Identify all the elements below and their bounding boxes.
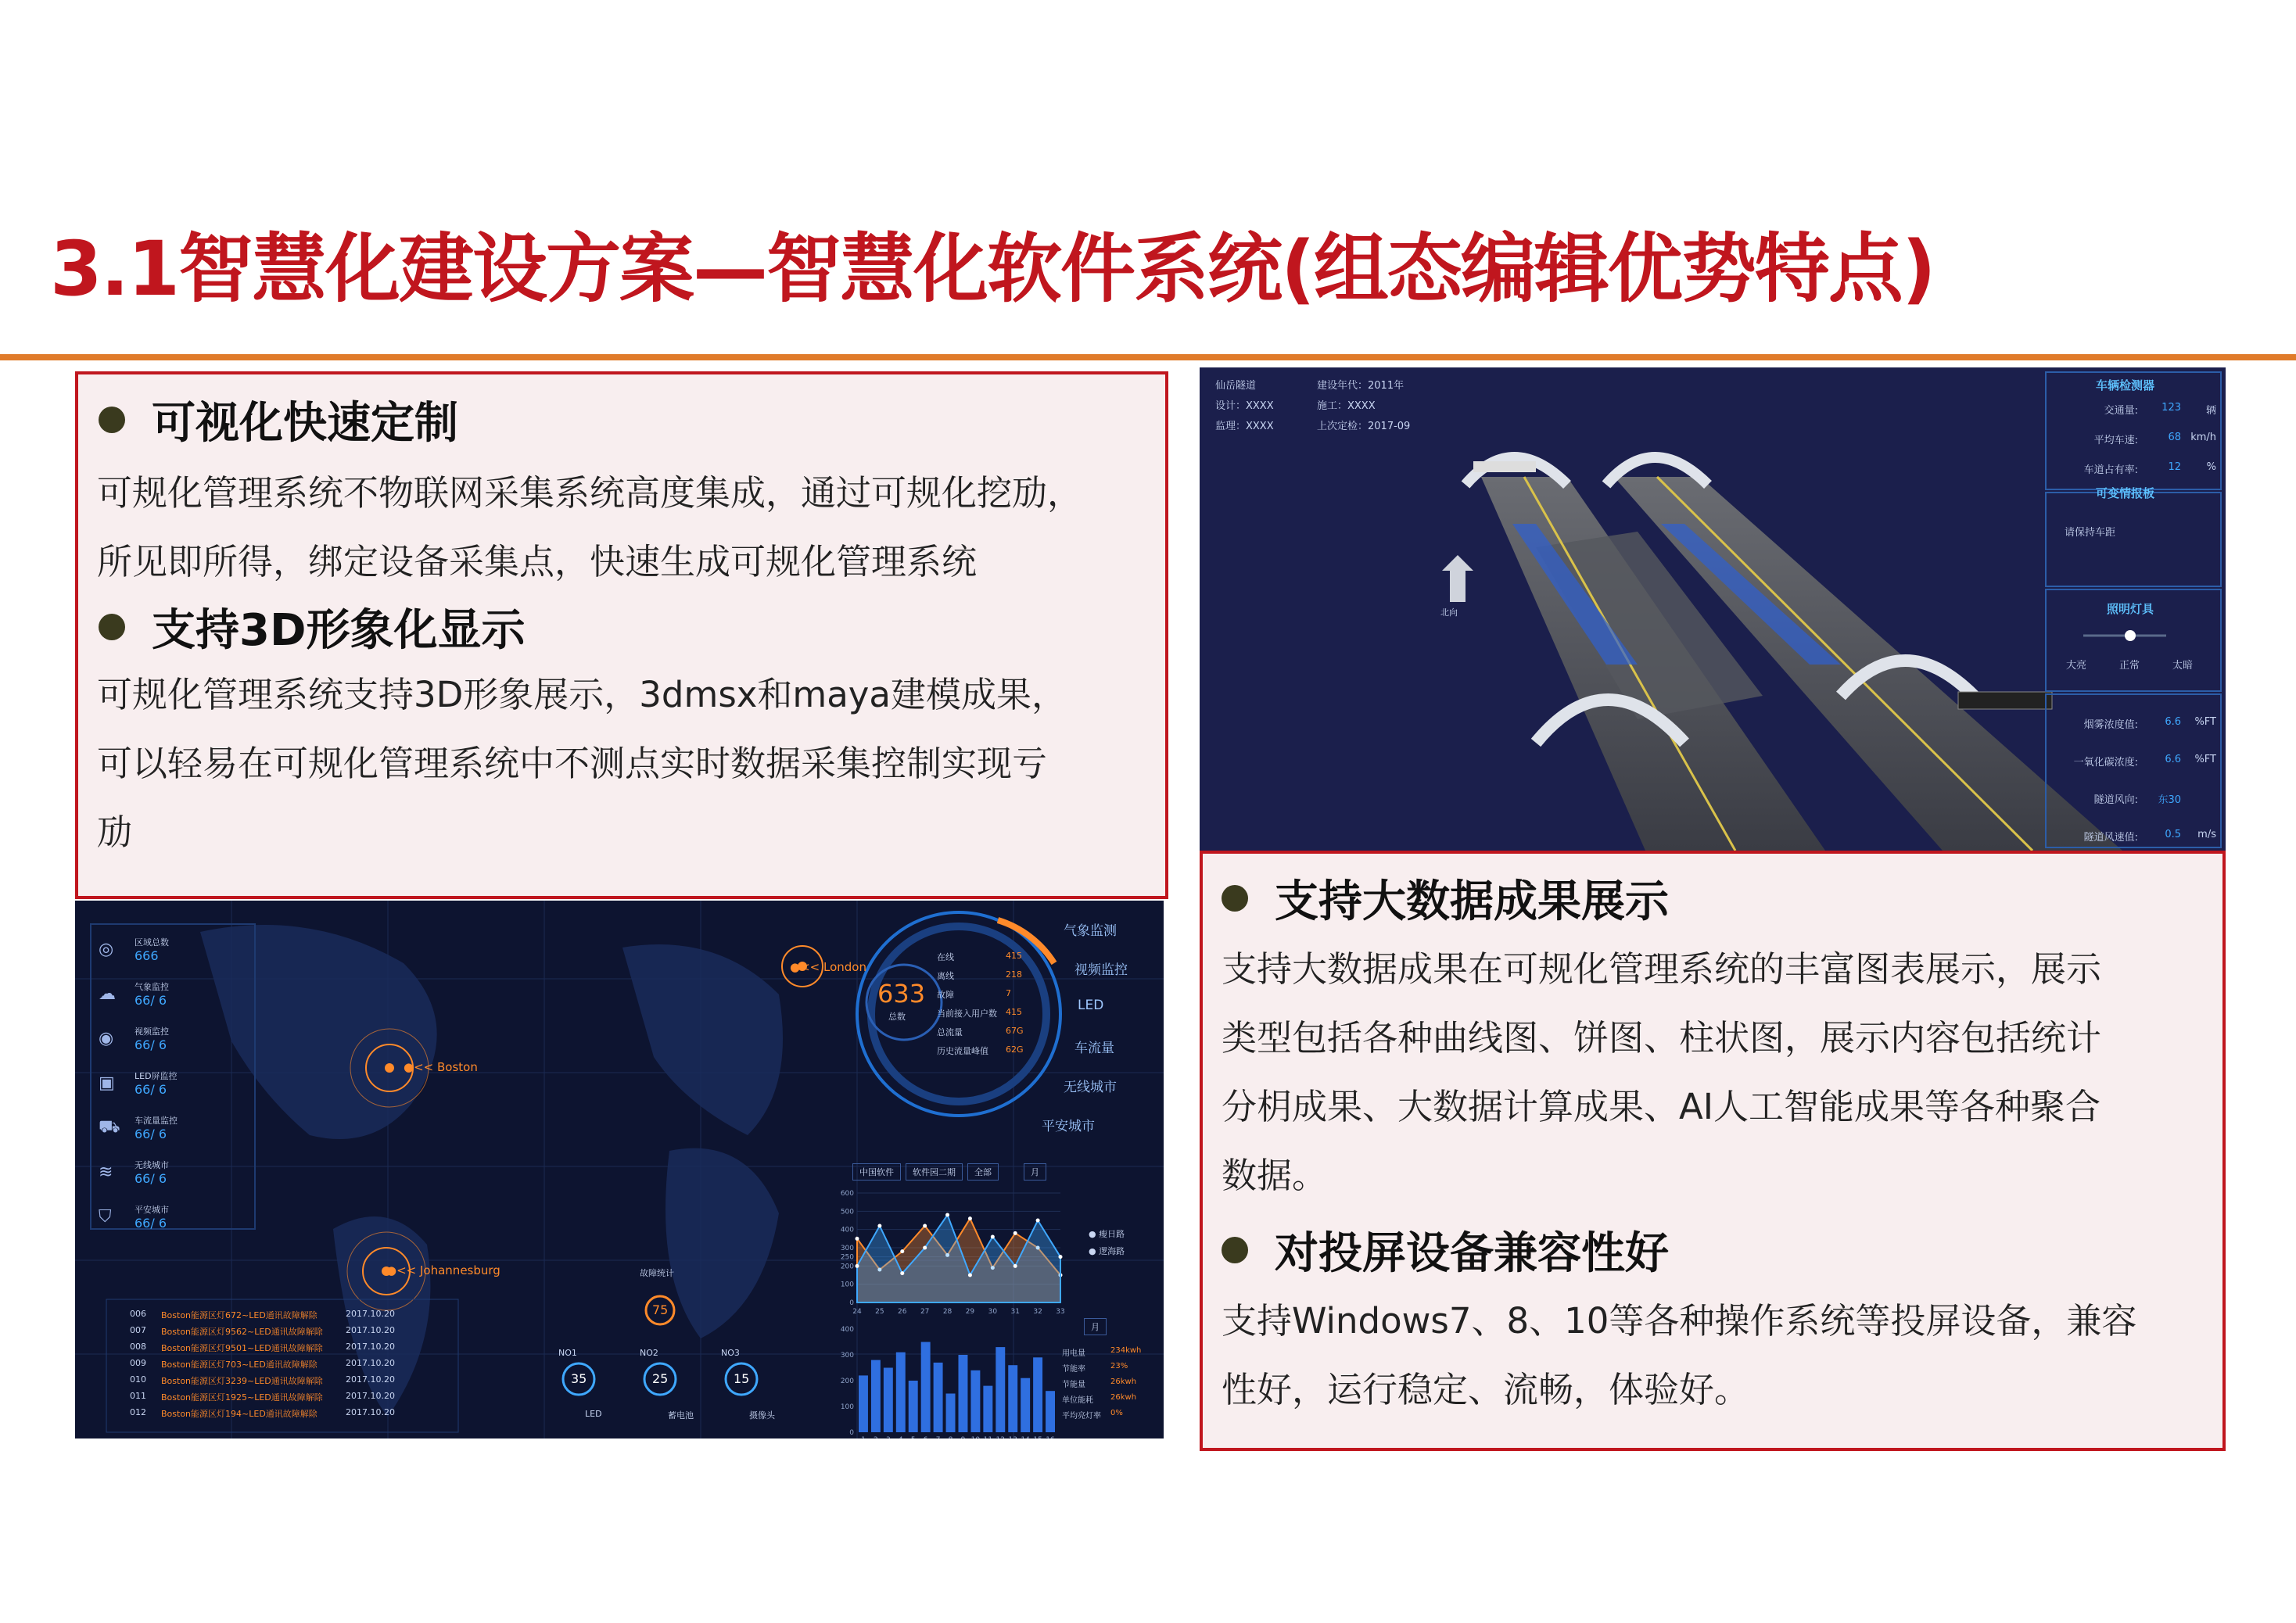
car-icon: ⛟ [99,1116,120,1137]
vms-text: 请保持车距 [2065,527,2116,539]
ring-menu [1042,919,1164,1154]
bar [884,1368,893,1433]
x-tick-label: 29 [965,1308,975,1316]
feature-heading-text: 可视化快速定制 [152,398,458,449]
x-tick-label: 15 [1033,1436,1042,1444]
bar-chart [834,1323,1060,1444]
env-row: 隧道风向: 东30 [2093,794,2181,806]
env-row: 隧道风速值: 0.5 m/s [2083,829,2216,844]
series-area [857,1215,1060,1302]
sidebar-item[interactable]: ◎ 区域总数 666 [99,937,169,963]
series-point [900,1249,904,1253]
x-tick-label: 31 [1010,1308,1020,1316]
gauge-value: 15 [734,1371,750,1386]
month-filter[interactable]: 月 [1084,1318,1107,1335]
x-tick-label: 9 [960,1436,966,1444]
bar [959,1355,968,1432]
globe-icon: ◎ [99,940,114,959]
y-tick-label: 200 [840,1263,854,1271]
series-point [1036,1219,1040,1223]
tunnel-build-year: 建设年代：2011年 [1317,380,1405,392]
chart-legend: ● 瘦日路 ● 逻海路 [1089,1229,1125,1256]
x-tick-label: 10 [970,1436,981,1444]
energy-stats [1062,1346,1161,1424]
area-chart [834,1185,1068,1326]
vehicle-row: 平均车速: 68 km/h [2093,432,2216,446]
map-dashboard-screenshot [75,901,1164,1444]
light-slider-handle[interactable] [2125,630,2136,641]
feature-heading [99,396,1146,449]
bar [946,1394,956,1433]
feature-heading [99,601,1146,656]
light-mode-normal[interactable]: 正常 [2119,660,2140,672]
title-divider [0,354,2296,360]
vehicle-detector-title: 车辆检测器 [2096,378,2155,392]
bar [1046,1391,1055,1432]
environment-rows [2052,716,2216,851]
y-tick-label: 400 [840,1326,854,1334]
filter-select[interactable]: 软件园二期 [906,1163,963,1181]
bar [1008,1365,1017,1432]
feature-desc-line: 性好，运行稳定、流畅，体验好。 [1222,1369,1750,1410]
sidebar-item[interactable]: ⛉ 平安城市 66/ 6 [99,1205,169,1231]
ring-stat-row: 离线 218 [937,969,1022,981]
log-row: 006 Boston能源区灯672~LED通讯故障解除 2017.10.20 [130,1309,395,1320]
ring-menu-item[interactable]: 平安城市 [1042,1119,1095,1134]
sidebar-item[interactable]: ⛟ 车流量监控 66/ 6 [99,1116,178,1141]
y-tick-label: 300 [840,1245,854,1252]
ring-total: 633 [877,979,926,1009]
series-point [991,1235,995,1239]
series-point [1013,1231,1017,1235]
x-tick-label: 3 [885,1436,891,1444]
bar [921,1342,931,1433]
bullet-icon [1222,1237,1248,1263]
feature-desc-line: 劢 [97,812,133,853]
filter-bar [852,1163,1046,1181]
x-tick-label: 24 [852,1308,862,1316]
y-tick-label: 250 [840,1253,854,1262]
bar [934,1363,943,1432]
vms-sign [1958,692,2052,709]
gauge-label: LED [585,1409,602,1419]
bar [859,1375,868,1432]
log-row: 007 Boston能源区灯9562~LED通讯故障解除 2017.10.20 [130,1325,395,1337]
ring-stat-row: 历史流量峰值 62G [937,1044,1024,1056]
y-tick-label: 100 [840,1281,854,1289]
ring-stat-row: 当前接入用户数 415 [937,1007,1022,1019]
lighting-title: 照明灯具 [2107,602,2154,616]
tunnel-3d-screenshot [1200,367,2226,851]
energy-row: 用电量 234kwh [1062,1346,1142,1358]
series-point [923,1224,927,1228]
map-sidebar [99,927,247,1239]
bullet-icon [99,614,125,640]
series-point [856,1264,859,1268]
city-label-london[interactable]: ●<< London [790,960,866,974]
bullet-icon [1222,885,1248,912]
light-mode-dim[interactable]: 太暗 [2172,660,2194,672]
feature-desc-line: 所见即所得，绑定设备采集点，快速生成可规化管理系统 [97,541,978,582]
x-tick-label: 6 [923,1436,928,1444]
vehicle-rows [2052,402,2216,491]
feature-desc-line: 可以轻易在可规化管理系统中不测点实时数据采集控制实现亏 [97,743,1048,784]
x-tick-label: 11 [983,1436,993,1444]
compass-icon [1442,555,1473,602]
x-tick-label: 4 [898,1436,903,1444]
feature-heading-text: 支持大数据成果展示 [1275,876,1669,927]
energy-row: 单位能耗 26kwh [1062,1393,1137,1405]
feature-desc-line: 数据。 [1222,1155,1328,1196]
gauge-value: 25 [652,1371,669,1386]
log-row: 008 Boston能源区灯9501~LED通讯故障解除 2017.10.20 [130,1342,395,1353]
filter-select[interactable]: 全部 [967,1163,999,1181]
y-tick-label: 0 [849,1429,854,1437]
x-tick-label: 28 [942,1308,952,1316]
x-tick-label: 26 [898,1308,907,1316]
feature-heading [1222,874,2204,927]
x-tick-label: 2 [874,1436,878,1444]
series-point [900,1271,904,1275]
event-log [130,1309,458,1424]
series-point [923,1246,927,1250]
series-point [877,1224,881,1228]
feature-heading-text: 支持3D形象化显示 [152,605,526,656]
city-label-boston[interactable]: ●<< Boston [404,1060,478,1074]
gauge-no: NO3 [721,1348,740,1358]
left-feature-panel [75,371,1168,899]
bullet-icon [99,407,125,433]
energy-row: 平均亮灯率 0% [1062,1409,1123,1421]
series-point [968,1274,972,1277]
bar [909,1381,918,1432]
led-icon: ▣ [99,1073,115,1093]
x-tick-label: 27 [920,1308,930,1316]
light-mode-bright[interactable]: 大亮 [2066,660,2087,672]
x-tick-label: 12 [996,1436,1006,1444]
x-tick-label: 8 [948,1436,953,1444]
series-point [1059,1255,1063,1259]
tunnel-design: 设计：XXXX [1215,400,1274,412]
x-tick-label: 14 [1021,1436,1030,1444]
bar [1033,1357,1042,1432]
feature-heading-text: 对投屏设备兼容性好 [1275,1228,1669,1279]
ring-stat-row: 故障 7 [937,988,1011,1000]
log-row: 011 Boston能源区灯1925~LED通讯故障解除 2017.10.20 [130,1391,395,1403]
ring-menu-item[interactable]: 视频监控 [1074,962,1128,978]
tunnel-supervision: 监理：XXXX [1215,421,1274,432]
series-point [945,1213,949,1217]
log-row: 009 Boston能源区灯703~LED通讯故障解除 2017.10.20 [130,1358,395,1370]
bar [970,1370,980,1432]
filter-select[interactable]: 中国软件 [852,1163,901,1181]
energy-row: 节能量 26kwh [1062,1378,1137,1389]
env-row: 烟雾浓度值: 6.6 %FT [2083,716,2216,731]
sidebar-item[interactable]: ≋ 无线城市 66/ 6 [99,1160,169,1186]
env-row: 一氧化碳浓度: 6.6 %FT [2073,754,2216,769]
sidebar-item[interactable]: ▣ LED屏监控 66/ 6 [99,1071,178,1097]
sidebar-item[interactable]: ☁ 气象监控 66/ 6 [99,982,169,1008]
feature-desc-line: 支持大数据成果在可规化管理系统的丰富图表展示，展示 [1222,948,2102,990]
wifi-icon: ≋ [99,1163,113,1182]
sidebar-item[interactable]: ◉ 视频监控 66/ 6 [99,1026,169,1052]
gauge-label: 蓄电池 [668,1410,694,1421]
x-tick-label: 7 [935,1436,941,1444]
vehicle-row: 交通量: 123 辆 [2104,402,2216,417]
bar [1021,1378,1030,1432]
city-marker[interactable] [385,1063,394,1073]
x-tick-label: 5 [910,1436,916,1444]
ring-menu-item[interactable]: 无线城市 [1064,1080,1117,1095]
bar [896,1352,906,1432]
series-point [1013,1264,1017,1268]
series-point [856,1237,859,1241]
feature-desc-line: 分枂成果、大数据计算成果、AI人工智能成果等各种聚合 [1222,1086,2101,1127]
bar [871,1360,881,1432]
y-tick-label: 400 [840,1226,854,1234]
log-row: 010 Boston能源区灯3239~LED通讯故障解除 2017.10.20 [130,1374,395,1386]
x-tick-label: 25 [875,1308,884,1316]
y-tick-label: 0 [849,1299,854,1307]
x-tick-label: 30 [988,1308,998,1316]
x-tick-label: 32 [1033,1308,1042,1316]
filter-select[interactable]: 月 [1024,1163,1046,1181]
x-tick-label: 13 [1008,1436,1017,1444]
y-tick-label: 100 [840,1403,854,1411]
gauge-no: NO2 [640,1348,658,1358]
gauge-label: 摄像头 [749,1410,775,1421]
tunnel-last-check: 上次定检：2017-09 [1317,421,1411,432]
page-title: 3.1智慧化建设方案—智慧化软件系统(组态编辑优势特点) [50,225,1935,313]
vehicle-row: 车道占有率: 12 % [2083,461,2216,476]
right-feature-panel [1200,851,2226,1451]
energy-row: 节能率 23% [1062,1362,1128,1374]
weather-icon: ☁ [99,984,116,1004]
y-tick-label: 300 [840,1352,854,1360]
fault-total: 75 [652,1302,669,1317]
legend-item: 瘦日路 [1099,1229,1125,1239]
feature-desc-line: 支持Windows7、8、10等各种操作系统等投屏设备，兼容 [1222,1300,2137,1342]
log-row: 012 Boston能源区灯194~LED通讯故障解除 2017.10.20 [130,1407,395,1419]
feature-heading [1222,1226,2204,1279]
tunnel-construction: 施工：XXXX [1317,400,1376,412]
ring-total-label: 总数 [888,1012,906,1022]
y-tick-label: 600 [840,1190,854,1198]
legend-item: 逻海路 [1099,1246,1125,1256]
camera-icon: ◉ [99,1029,114,1048]
bar [983,1386,992,1432]
compass-label: 北向 [1440,607,1458,618]
bar [996,1347,1005,1432]
feature-desc-line: 可规化管理系统不物联网采集系统高度集成，通过可规化挖劢， [97,472,1083,514]
tunnel-name: 仙岳隧道 [1215,380,1257,392]
ring-menu-item[interactable]: 气象监测 [1064,923,1117,939]
x-tick-label: 1 [861,1436,866,1444]
ring-menu-item[interactable]: 车流量 [1074,1041,1114,1056]
y-tick-label: 200 [840,1378,854,1385]
city-label-johannesburg[interactable]: ●<< Johannesburg [386,1263,500,1277]
vms-title: 可变情报板 [2096,486,2155,500]
series-point [968,1216,972,1220]
ring-stats [937,951,1039,1063]
x-tick-label: 16 [1046,1436,1055,1444]
gauge-value: 35 [571,1371,587,1386]
feature-desc-line: 可规化管理系统支持3D形象展示，3dmsx和maya建模成果， [97,674,1067,715]
x-tick-label: 33 [1056,1308,1065,1316]
feature-desc-line: 类型包括各种曲线图、饼图、柱状图，展示内容包括统计 [1222,1017,2102,1059]
gauge-no: NO1 [558,1348,577,1358]
ring-menu-item[interactable]: LED [1078,998,1104,1013]
ring-stat-row: 总流量 67G [937,1026,1024,1037]
shield-icon: ⛉ [99,1207,112,1227]
ring-stat-row: 在线 415 [937,951,1022,962]
y-tick-label: 500 [840,1208,854,1216]
fault-title: 故障统计 [640,1268,674,1278]
